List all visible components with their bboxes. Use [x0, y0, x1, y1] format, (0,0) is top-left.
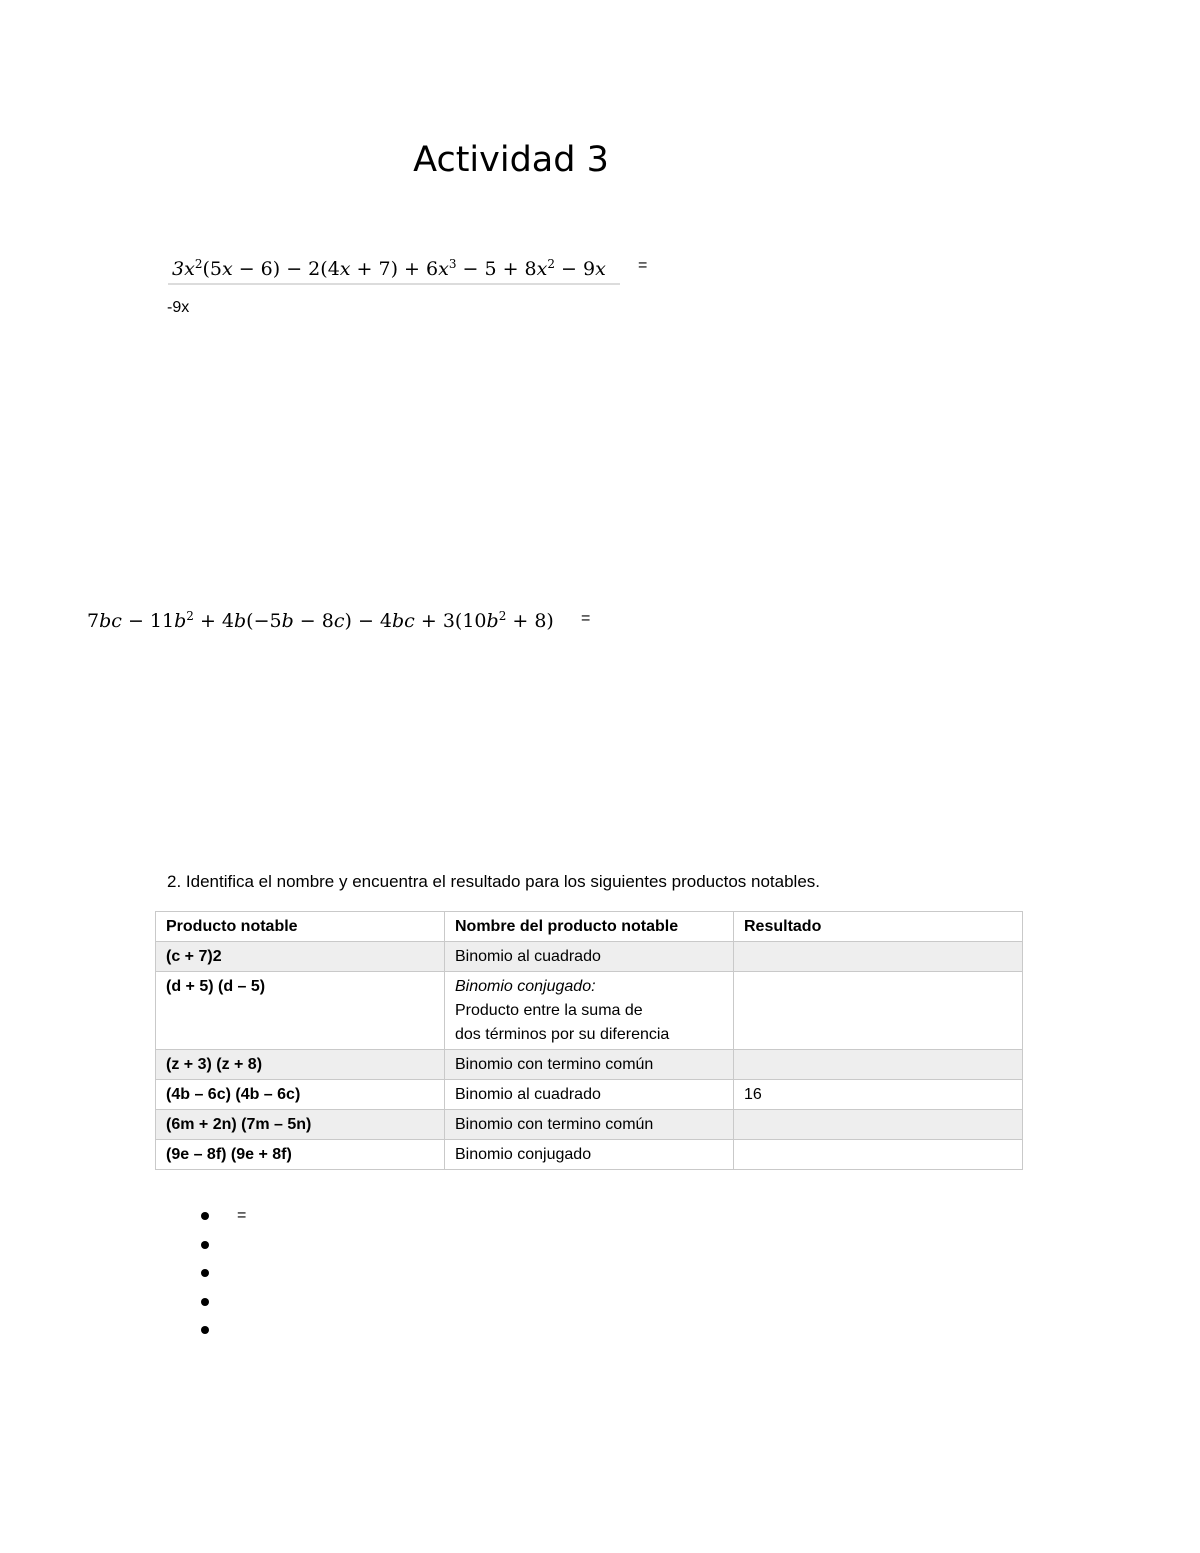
- cell-nombre: Binomio con termino común: [445, 1050, 734, 1080]
- productos-notables-table: [155, 911, 1023, 1170]
- list-item: [195, 1317, 246, 1346]
- cell-nombre: [445, 972, 734, 1050]
- table-header-row: [156, 912, 1023, 942]
- equation-1-equals: =: [638, 257, 648, 274]
- equation-1-underline: [168, 283, 620, 285]
- cell-nombre-italic: Binomio conjugado:: [455, 978, 596, 995]
- list-item: [195, 1260, 246, 1289]
- equation-2: $7bc - 11b^2 + 4b(-5b - 8c) - 4bc + 3(10b^2 + 8)$: [87, 609, 554, 632]
- cell-producto: (c + 7)2: [156, 942, 445, 972]
- table-row: [156, 1110, 1023, 1140]
- header-nombre: Nombre del producto notable: [445, 912, 734, 942]
- cell-resultado[interactable]: [734, 972, 1023, 1050]
- cell-producto: (z + 3) (z + 8): [156, 1050, 445, 1080]
- cell-resultado[interactable]: [734, 1050, 1023, 1080]
- equation-1: $3x^2(5x - 6) - 2(4x + 7) + 6x^3 - 5 + 8x^2 - 9x$: [172, 257, 606, 280]
- cell-producto: (6m + 2n) (7m – 5n): [156, 1110, 445, 1140]
- equation-1-answer: -9x: [167, 299, 190, 316]
- list-item: [195, 1289, 246, 1318]
- table-row: [156, 1080, 1023, 1110]
- cell-nombre: Binomio conjugado: [445, 1140, 734, 1170]
- cell-nombre-line3: dos términos por su diferencia: [455, 1026, 670, 1043]
- equation-2-equals: =: [581, 610, 591, 627]
- cell-nombre: Binomio con termino común: [445, 1110, 734, 1140]
- list-item: [195, 1232, 246, 1261]
- cell-resultado[interactable]: [734, 1110, 1023, 1140]
- table-row: [156, 1050, 1023, 1080]
- cell-nombre-line2: Producto entre la suma de: [455, 1002, 643, 1019]
- header-resultado: Resultado: [734, 912, 1023, 942]
- table-row: [156, 972, 1023, 1050]
- section-2-instruction: 2. Identifica el nombre y encuentra el resultado para los siguientes productos notables.: [167, 872, 821, 891]
- cell-resultado[interactable]: [734, 942, 1023, 972]
- cell-producto: (4b – 6c) (4b – 6c): [156, 1080, 445, 1110]
- cell-producto: (9e – 8f) (9e + 8f): [156, 1140, 445, 1170]
- cell-resultado[interactable]: [734, 1140, 1023, 1170]
- page-title: Actividad 3: [413, 140, 609, 180]
- cell-nombre: Binomio al cuadrado: [445, 942, 734, 972]
- header-producto: Producto notable: [156, 912, 445, 942]
- cell-nombre: Binomio al cuadrado: [445, 1080, 734, 1110]
- table-row: [156, 1140, 1023, 1170]
- answer-bullet-list: [195, 1203, 246, 1346]
- cell-producto: (d + 5) (d – 5): [156, 972, 445, 1050]
- table-row: [156, 942, 1023, 972]
- list-item: =: [195, 1203, 246, 1232]
- cell-resultado[interactable]: 16: [734, 1080, 1023, 1110]
